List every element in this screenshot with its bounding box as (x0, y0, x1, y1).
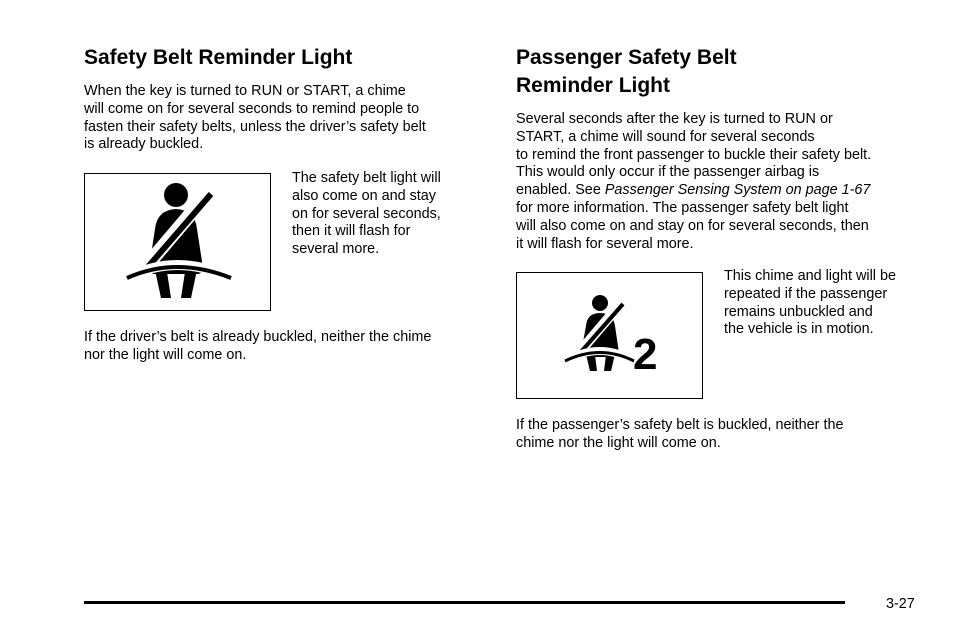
safety-belt-side-text: The safety belt light will also come on and stay on for several seconds, then it will flash for several more. (292, 170, 441, 258)
section-heading-passenger-belt: Passenger Safety Belt Reminder Light (516, 46, 737, 97)
safety-belt-outro: If the driver’s belt is already buckled, neither the chime nor the light will come on. (84, 329, 432, 363)
passenger-belt-icon-frame (516, 272, 703, 399)
passenger-belt-side-text: This chime and light will be repeated if the passenger remains unbuckled and the vehicle is in motion. (724, 268, 896, 338)
footer-rule (84, 601, 845, 604)
passenger-safety-belt-icon (517, 273, 701, 397)
safety-belt-icon-frame (84, 173, 271, 311)
passenger-belt-outro: If the passenger’s safety belt is buckled, neither the chime nor the light will come on. (516, 417, 844, 451)
page-reference: Passenger Sensing System on page 1-67 (604, 182, 871, 199)
safety-belt-intro: When the key is turned to RUN or START, a chime will come on for several seconds to remind people to fasten their safety belts, unless the driver’s safety belt is already buckled. (84, 83, 426, 153)
page-number: 3-27 (886, 596, 915, 612)
passenger-belt-intro: Several seconds after the key is turned to RUN or START, a chime will sound for several seconds to remind the front passenger to buckle their safety belt. This would only occur if the passenger airbag is enabled. See Passenger Sensing System on page 1-67 for more information. The passenger safety belt light will also come on and stay on for several seconds, then it will flash for several more. (516, 111, 872, 252)
passenger-seat-number: 2 (633, 330, 658, 379)
section-heading-safety-belt: Safety Belt Reminder Light (84, 46, 353, 69)
safety-belt-icon (85, 174, 269, 309)
